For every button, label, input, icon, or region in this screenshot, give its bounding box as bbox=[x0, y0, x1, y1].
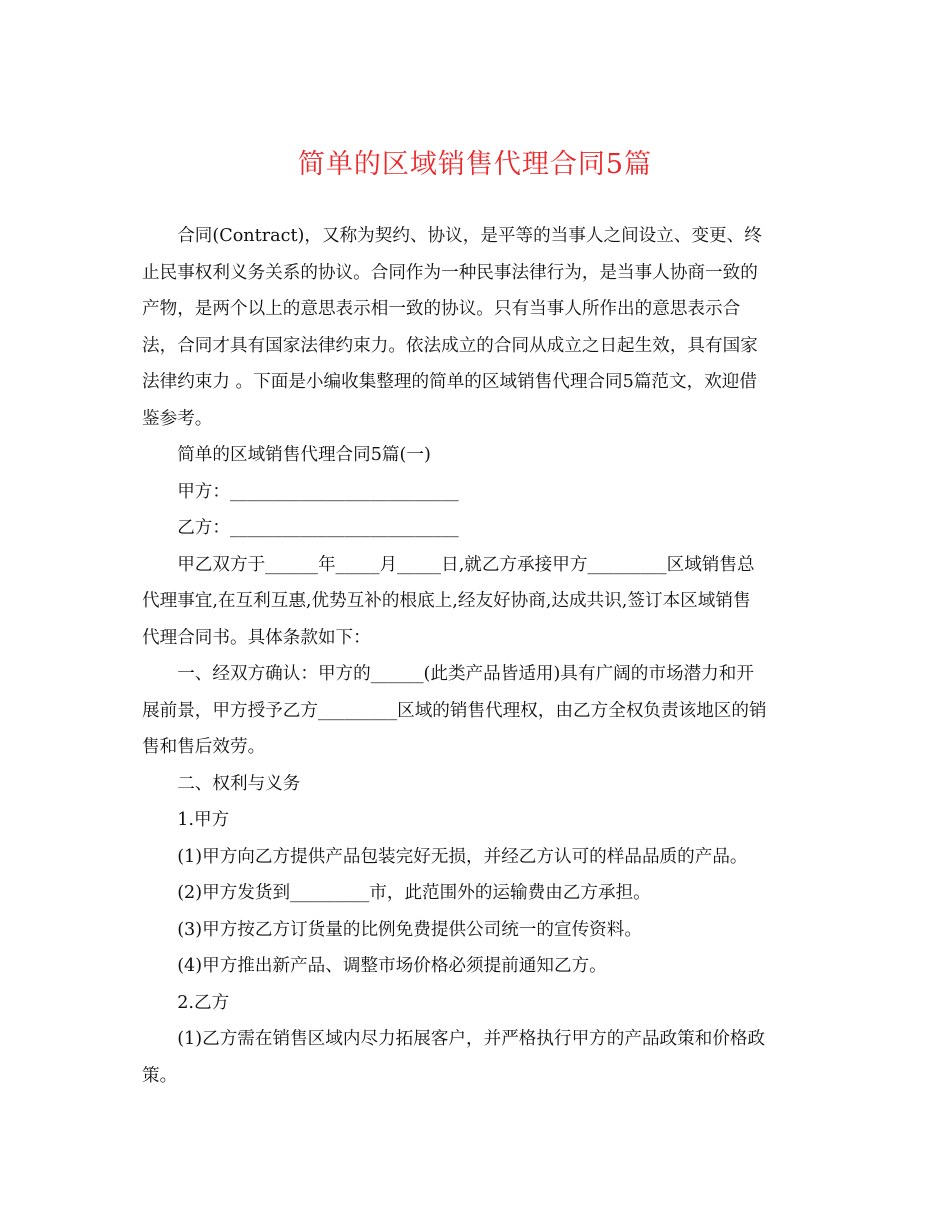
party-a-item: (3)甲方按乙方订货量的比例免费提供公司统一的宣传资料。 bbox=[177, 919, 642, 940]
clause-1-paragraph bbox=[142, 656, 810, 766]
intro-line: 法，合同才具有国家法律约束力。依法成立的合同从成立之日起生效，具有国家 bbox=[142, 335, 758, 356]
party-a-heading: 1.甲方 bbox=[177, 810, 230, 830]
party-a-item: (1)甲方向乙方提供产品包装完好无损，并经乙方认可的样品品质的产品。 bbox=[177, 846, 748, 867]
party-b-item-line: 策。 bbox=[142, 1065, 178, 1086]
party-b-heading: 2.乙方 bbox=[177, 992, 230, 1013]
intro-line: 合同(Contract)，又称为契约、协议，是平等的当事人之间设立、变更、终 bbox=[177, 226, 762, 246]
intro-line: 鉴参考。 bbox=[142, 408, 213, 429]
intro-paragraph bbox=[142, 218, 810, 437]
document-body bbox=[142, 218, 810, 1094]
clause-1-line: 一、经双方确认：甲方的______(此类产品皆适用)具有广阔的市场潜力和开 bbox=[177, 664, 754, 684]
intro-line: 法律约束力 。下面是小编收集整理的简单的区域销售代理合同5篇范文，欢迎借 bbox=[142, 372, 757, 392]
agreement-line: 甲乙双方于______年_____月_____日,就乙方承接甲方_________区域销售总 bbox=[177, 554, 755, 575]
document-title: 简单的区域销售代理合同5篇 bbox=[297, 149, 653, 180]
section-heading: 简单的区域销售代理合同5篇(一) bbox=[177, 445, 431, 465]
intro-line: 产物，是两个以上的意思表示相一致的协议。只有当事人所作出的意思表示合 bbox=[142, 299, 741, 319]
party-a-item: (2)甲方发货到_________市，此范围外的运输费由乙方承担。 bbox=[177, 883, 651, 903]
agreement-line: 代理事宜,在互利互惠,优势互补的根底上,经友好协商,达成共识,签订本区域销售 bbox=[142, 591, 751, 611]
clause-1-line: 展前景，甲方授予乙方_________区域的销售代理权，由乙方全权负责该地区的销 bbox=[142, 700, 767, 721]
agreement-line: 代理合同书。具体条款如下： bbox=[142, 627, 371, 648]
clause-1-line: 售和售后效劳。 bbox=[142, 737, 266, 757]
party-a-line: 甲方：__________________________ bbox=[177, 481, 459, 502]
party-b-line: 乙方：__________________________ bbox=[177, 518, 459, 538]
intro-line: 止民事权利义务关系的协议。合同作为一种民事法律行为，是当事人协商一致的 bbox=[142, 262, 758, 283]
party-a-item: (4)甲方推出新产品、调整市场价格必须提前通知乙方。 bbox=[177, 956, 607, 976]
clause-2-heading: 二、权利与义务 bbox=[177, 773, 301, 794]
party-b-item-1 bbox=[142, 1021, 810, 1094]
agreement-paragraph bbox=[142, 547, 810, 657]
party-b-item-line: (1)乙方需在销售区域内尽力拓展客户，并严格执行甲方的产品政策和价格政 bbox=[177, 1029, 766, 1049]
